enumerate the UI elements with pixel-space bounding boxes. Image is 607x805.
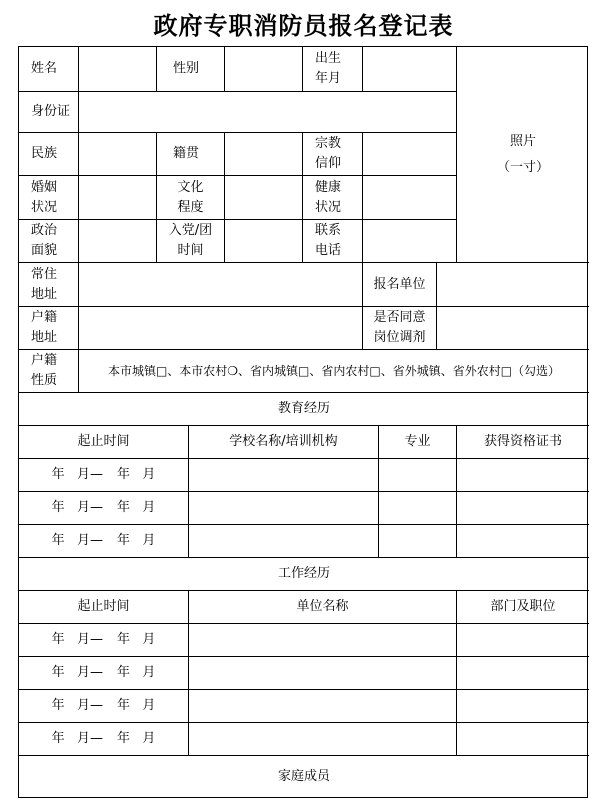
input-health[interactable] xyxy=(363,176,457,220)
family-heading: 家庭成员 xyxy=(277,768,330,784)
label-education: 文化 程度 xyxy=(157,176,225,220)
input-name[interactable] xyxy=(79,47,157,92)
work-row-1-period[interactable]: 年 月 — 年 月 xyxy=(19,624,189,657)
work-row-2-position[interactable] xyxy=(457,657,589,690)
work-row-3-unit[interactable] xyxy=(189,690,457,723)
edu-col-major: 专业 xyxy=(379,426,457,459)
edu-row-2-school[interactable] xyxy=(189,492,379,525)
label-phone: 联系 电话 xyxy=(303,220,363,263)
input-religion[interactable] xyxy=(363,133,457,176)
work-row-4-unit[interactable] xyxy=(189,723,457,756)
work-col-unit: 单位名称 xyxy=(189,591,457,624)
edu-row-1-school[interactable] xyxy=(189,459,379,492)
input-agree-adjust[interactable] xyxy=(437,307,589,350)
edu-col-school: 学校名称/培训机构 xyxy=(189,426,379,459)
input-id-card[interactable] xyxy=(79,92,457,133)
edu-col-certificate: 获得资格证书 xyxy=(457,426,589,459)
edu-row-2-major[interactable] xyxy=(379,492,457,525)
work-row-4-position[interactable] xyxy=(457,723,589,756)
household-type-options[interactable]: 本市城镇□、本市农村❍、省内城镇□、省内农村□、省外城镇、省外农村□（勾选） xyxy=(79,350,589,393)
label-household-type: 户籍 性质 xyxy=(19,350,79,393)
work-row-1-position[interactable] xyxy=(457,624,589,657)
input-birth[interactable] xyxy=(363,47,457,92)
label-apply-unit: 报名单位 xyxy=(363,263,437,307)
label-religion: 宗教 信仰 xyxy=(303,133,363,176)
work-row-4-period[interactable]: 年 月 — 年 月 xyxy=(19,723,189,756)
edu-row-2-certificate[interactable] xyxy=(457,492,589,525)
registration-form xyxy=(18,46,588,798)
label-native-place: 籍贯 xyxy=(157,133,225,176)
work-row-2-period[interactable]: 年 月 — 年 月 xyxy=(19,657,189,690)
edu-row-1-certificate[interactable] xyxy=(457,459,589,492)
work-row-3-position[interactable] xyxy=(457,690,589,723)
photo-size-label: （一寸） xyxy=(496,159,549,175)
input-household[interactable] xyxy=(79,307,363,350)
education-heading: 教育经历 xyxy=(19,393,589,426)
input-phone[interactable] xyxy=(363,220,457,263)
form-title: 政府专职消防员报名登记表 xyxy=(153,11,454,40)
input-ethnicity[interactable] xyxy=(79,133,157,176)
edu-row-2-period[interactable]: 年 月 — 年 月 xyxy=(19,492,189,525)
edu-row-3-school[interactable] xyxy=(189,525,379,558)
label-health: 健康 状况 xyxy=(303,176,363,220)
label-ethnicity: 民族 xyxy=(19,133,79,176)
work-heading: 工作经历 xyxy=(19,558,589,591)
input-apply-unit[interactable] xyxy=(437,263,589,307)
label-birth: 出生 年月 xyxy=(303,47,363,92)
edu-row-3-major[interactable] xyxy=(379,525,457,558)
label-id-card: 身份证 xyxy=(19,92,79,133)
input-education[interactable] xyxy=(225,176,303,220)
edu-row-1-period[interactable]: 年 月 — 年 月 xyxy=(19,459,189,492)
photo-label: 照片 xyxy=(509,133,536,149)
input-gender[interactable] xyxy=(225,47,303,92)
input-marital[interactable] xyxy=(79,176,157,220)
edu-col-period: 起止时间 xyxy=(19,426,189,459)
label-household: 户籍 地址 xyxy=(19,307,79,350)
label-residence: 常住 地址 xyxy=(19,263,79,307)
input-party-join[interactable] xyxy=(225,220,303,263)
edu-row-1-major[interactable] xyxy=(379,459,457,492)
photo-box[interactable] xyxy=(457,47,589,263)
edu-row-3-certificate[interactable] xyxy=(457,525,589,558)
label-agree-adjust: 是否同意 岗位调剂 xyxy=(363,307,437,350)
input-political[interactable] xyxy=(79,220,157,263)
label-marital: 婚姻 状况 xyxy=(19,176,79,220)
work-row-3-period[interactable]: 年 月 — 年 月 xyxy=(19,690,189,723)
work-row-2-unit[interactable] xyxy=(189,657,457,690)
input-native-place[interactable] xyxy=(225,133,303,176)
label-name: 姓名 xyxy=(19,47,79,92)
input-residence[interactable] xyxy=(79,263,363,307)
edu-row-3-period[interactable]: 年 月 — 年 月 xyxy=(19,525,189,558)
label-gender: 性别 xyxy=(157,47,225,92)
work-row-1-unit[interactable] xyxy=(189,624,457,657)
label-party-join: 入党/团 时间 xyxy=(157,220,225,263)
label-political: 政治 面貌 xyxy=(19,220,79,263)
work-col-position: 部门及职位 xyxy=(457,591,589,624)
work-col-period: 起止时间 xyxy=(19,591,189,624)
